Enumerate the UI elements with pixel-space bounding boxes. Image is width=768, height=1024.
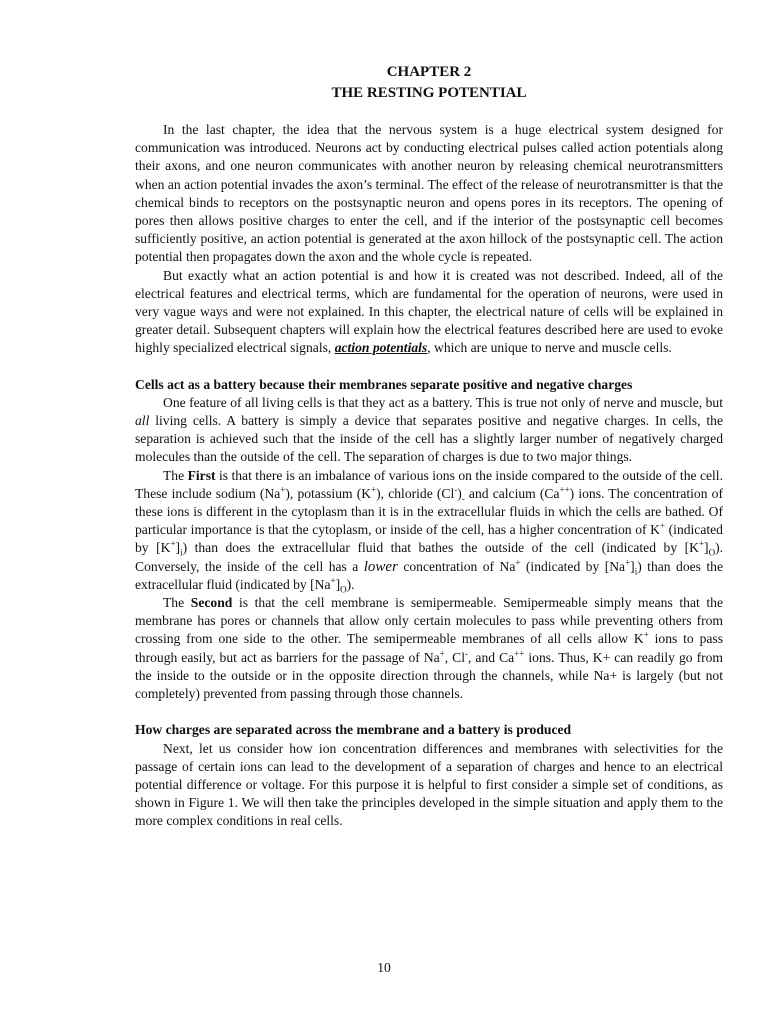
section-heading-battery: Cells act as a battery because their membranes separate positive and negative charges [135, 376, 633, 392]
sup: + [643, 629, 649, 640]
battery-paragraph-first [135, 467, 723, 594]
text-run: ] [704, 540, 709, 556]
battery-paragraph-1 [135, 394, 723, 467]
text-run: , Cl [444, 649, 466, 665]
sup: + [659, 520, 666, 531]
text-run: ) [457, 485, 462, 501]
section-heading-charges: How charges are separated across the membrane and a battery is produced [135, 722, 572, 738]
sup: + [515, 557, 521, 568]
chapter-title: THE RESTING POTENTIAL [331, 85, 527, 101]
sup: + [280, 484, 286, 495]
text-run: ) ions. The concentration of these ions is different in the cytoplasm than it is in the extracellular fluids in which the cells are bathed. Of particular importance is that the cytoplasm, or inside of the cell, has a higher concentration of K [135, 485, 723, 538]
sup: + [439, 648, 445, 659]
emphasis-all: all [135, 413, 150, 429]
text-run: (indicated by [K [135, 522, 723, 556]
sub: O [340, 584, 347, 595]
sup: + [330, 575, 336, 586]
text-run: The [163, 467, 188, 483]
text-run: ). Conversely, the inside of the cell has a [135, 540, 724, 574]
sup: - [454, 484, 458, 495]
text-run: The [163, 595, 191, 611]
text-run: is that the cell membrane is semipermeable. Semipermeable simply means that the membrane has pores or channels that allow only certain molecules to pass while preventing others from crossing from one side to the other. The semipermeable membranes of all cells allow K [135, 595, 723, 647]
text-run: ions. Thus, K+ can readily go from the inside to the outside or in the opposite direction through the channels, while Na+ is largely (but not completely) prevented from passing through those channels. [135, 649, 723, 702]
emphasis-lower: lower [363, 558, 398, 575]
text-run: living cells. A battery is simply a device that separates positive and negative charges. In cells, the separation is achieved such that the inside of the cell has a slightly larger number of negatively charged molecules than the outside of the cell. The separation of charges is due to two major things. [135, 413, 723, 465]
sub: O [708, 548, 716, 559]
text-run: is that there is an imbalance of various ions on the inside compared to the outside of the cell. These include sodium (Na [135, 467, 723, 501]
sup: + [625, 557, 631, 568]
text-run: ] [630, 558, 635, 574]
text-run: ) than does the extracellular fluid that bathes the outside of the cell (indicated by [K [182, 540, 699, 556]
page-number: 10 [377, 960, 391, 975]
text-run: and calcium (Ca [464, 485, 560, 501]
page-body [135, 62, 723, 831]
text-run: ), potassium (K [285, 485, 372, 501]
text-run: (indicated by [Na [520, 558, 626, 574]
intro-paragraph-2 [135, 267, 723, 358]
text-run: ] [175, 540, 181, 556]
sup: + [170, 538, 176, 549]
sub: i [180, 548, 183, 559]
text-run: , and Ca [468, 649, 515, 665]
text-run: concentration of Na [397, 558, 516, 574]
battery-paragraph-second [135, 594, 723, 703]
bold-first: First [187, 467, 216, 483]
text-run: ions to pass through easily, but act as barriers for the passage of Na [135, 631, 724, 665]
text-run: One feature of all living cells is that they act as a battery. This is true not only of nerve and muscle, but [163, 394, 723, 410]
charges-paragraph-1: Next, let us consider how ion concentration differences and membranes with selectivities for the passage of certain ions can lead to the development of a separation of charges and hence to an electrical potential difference or voltage. For this purpose it is helpful to first consider a simple set of conditions, as shown in Figure 1. We will then take the principles developed in the simple situation and apply them to the more complex conditions in real cells. [135, 740, 723, 829]
intro-paragraph-1: In the last chapter, the idea that the nervous system is a huge electrical system designed for communication was introduced. Neurons act by conducting electrical pulses called action potentials along their axons, and one neuron communicates with another neuron by releasing chemical neurotransmitters when an action potential invades the axon’s terminal. The effect of the release of neurotransmitter is that the chemical binds to receptors on the postsynaptic neuron and opens pores in its receptors. The opening of pores then allows positive charges to enter the cell, and if the interior of the postsynaptic cell becomes sufficiently positive, an action potential is generated at the axon hillock of the postsynaptic cell. The action potential then propagates down the axon and the whole cycle is repeated. [135, 122, 723, 265]
sub: i [634, 566, 638, 577]
bold-second: Second [190, 595, 233, 611]
text-run: ) than does the extracellular fluid (indicated by [Na [135, 558, 723, 592]
sup: + [698, 538, 705, 549]
action-potentials-link[interactable]: action potentials [334, 340, 428, 356]
sup: ++ [514, 648, 525, 659]
sup: ++ [559, 484, 570, 495]
text-run: ), chloride (Cl [376, 485, 455, 501]
intro-p2-text: But exactly what an action potential is and how it is created was not described. Indeed, all of the electrical features and electrical terms, which are fundamental for the operation of neurons, were used in very vague ways and were not explained. In this chapter, the electrical nature of cells will be explained in greater detail. Subsequent chapters will explain how the electrical features described here are used to evoke highly specialized electrical signals, [135, 267, 723, 356]
text-run: ). [346, 576, 355, 592]
sup: - [465, 648, 469, 659]
intro-p2-tail: , which are unique to nerve and muscle cells. [427, 340, 672, 356]
chapter-label: CHAPTER 2 [386, 64, 472, 80]
sup: + [371, 484, 377, 495]
sub: - [461, 493, 465, 504]
text-run: ] [335, 576, 341, 592]
